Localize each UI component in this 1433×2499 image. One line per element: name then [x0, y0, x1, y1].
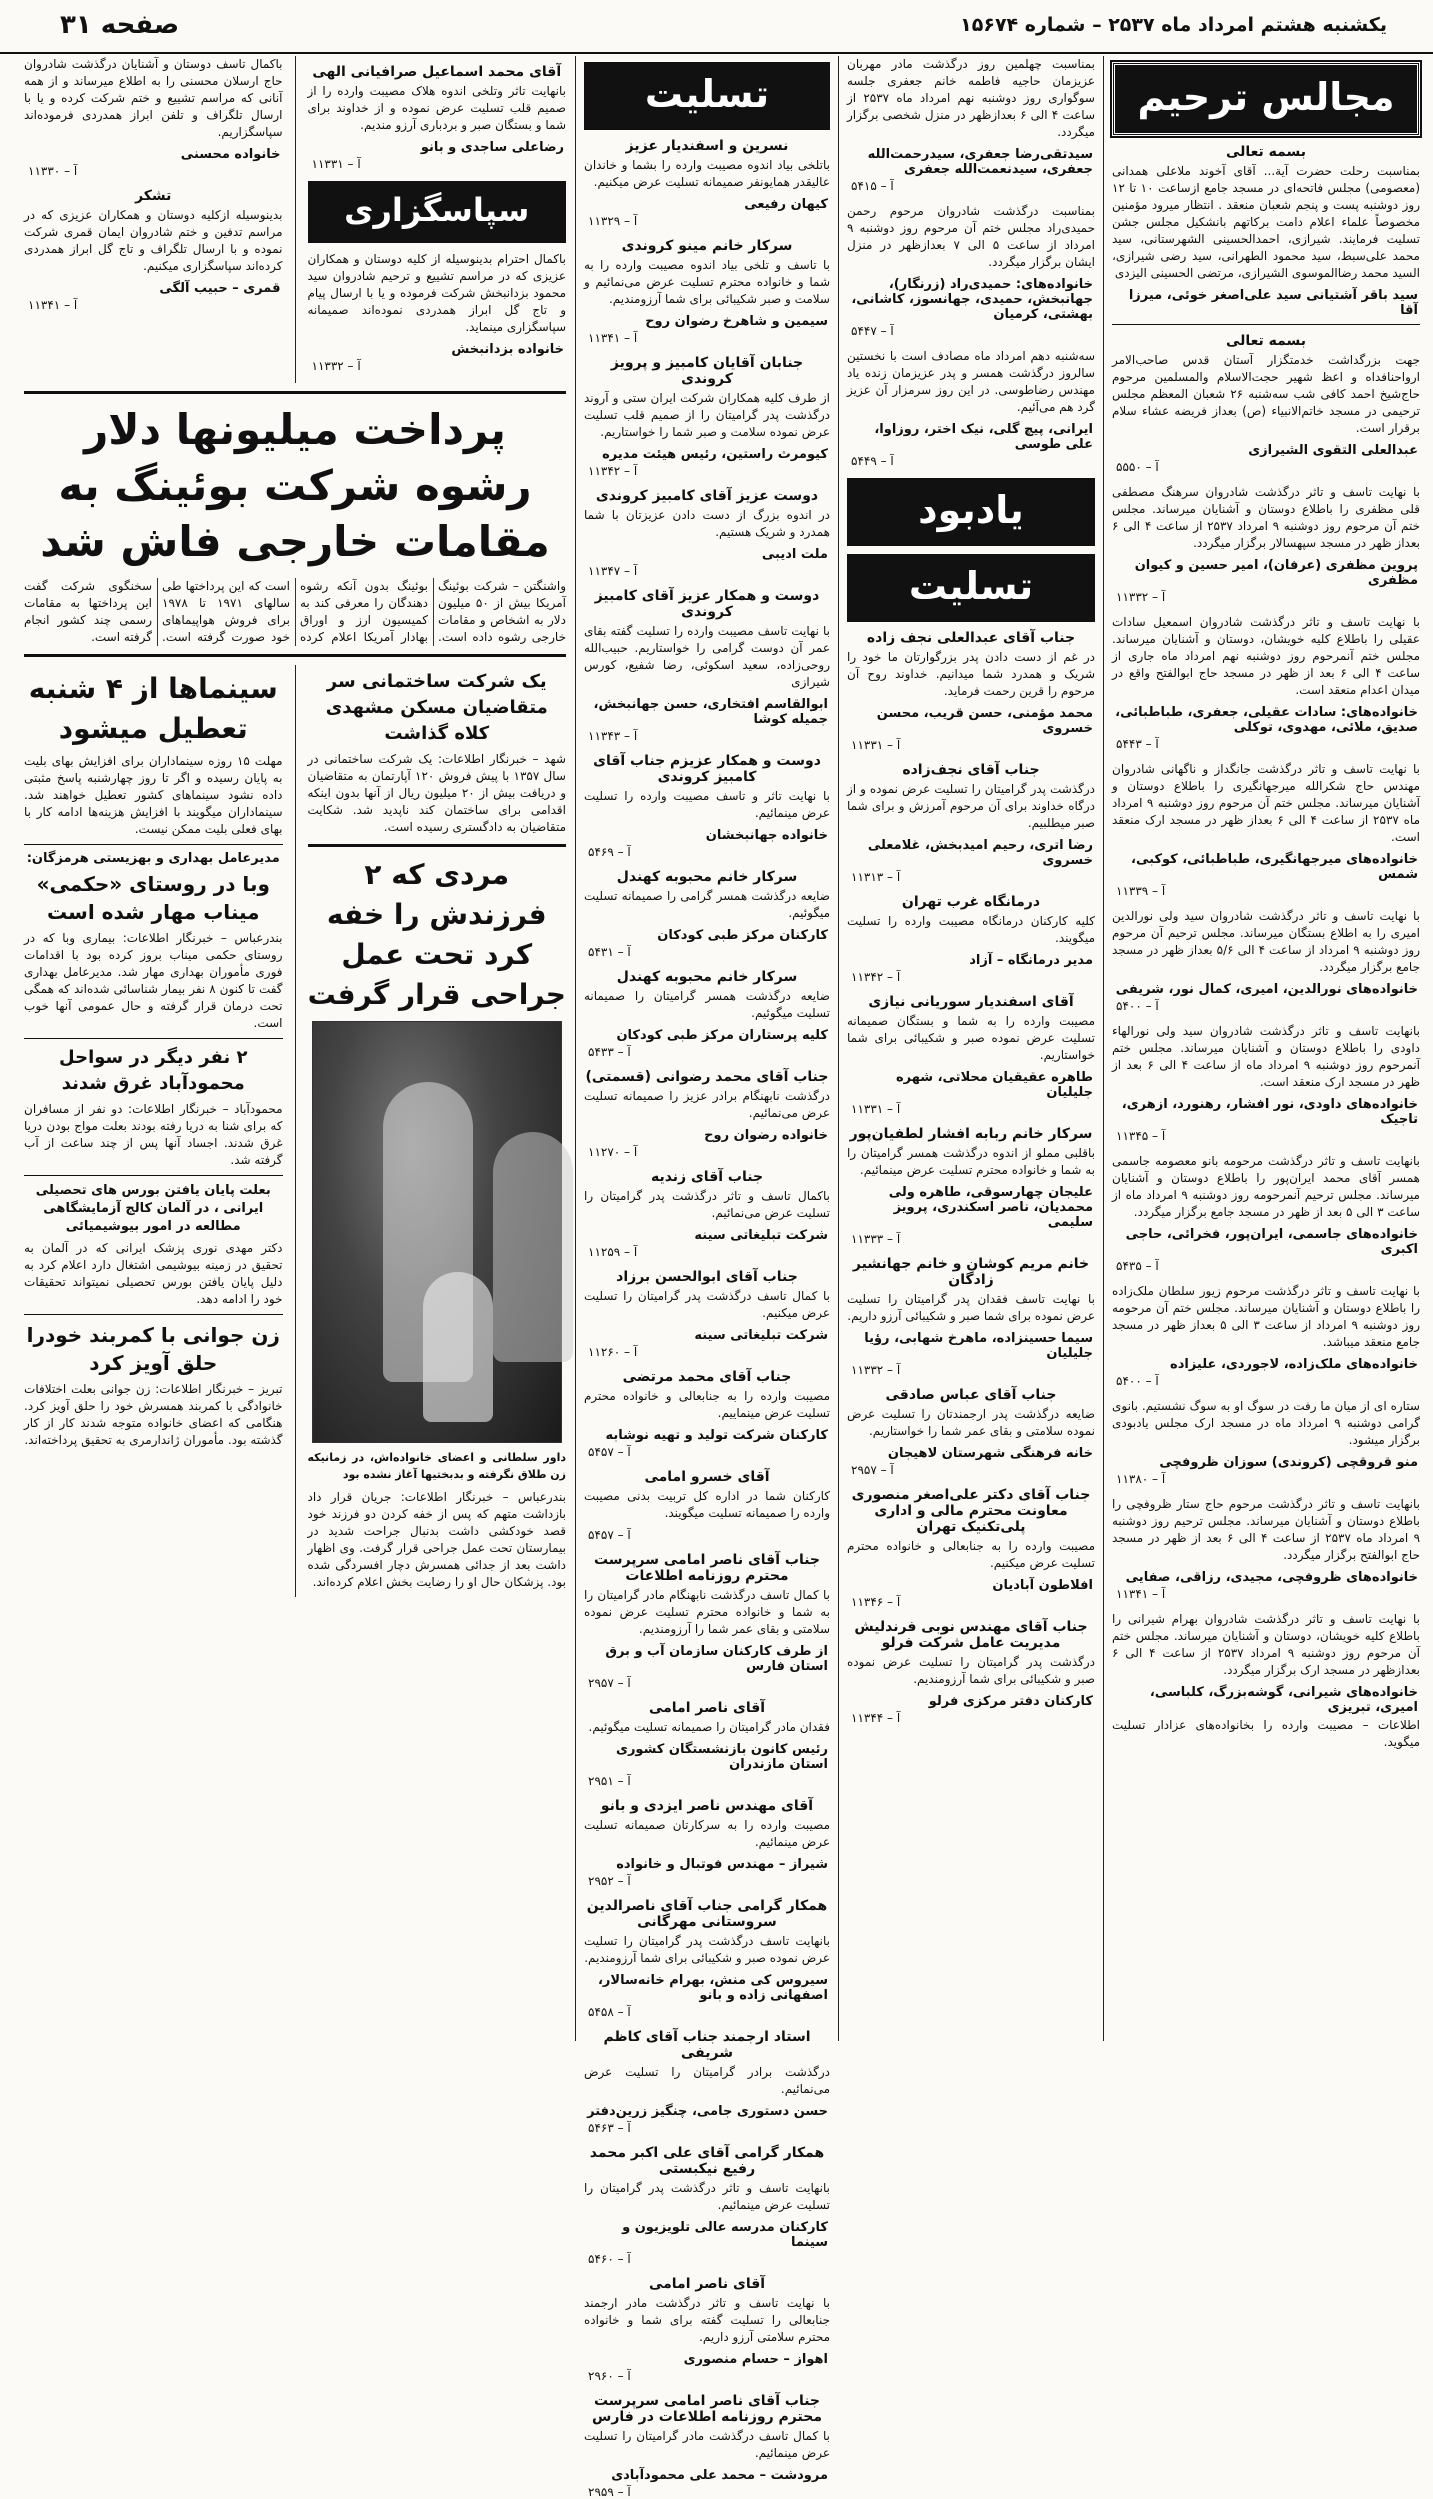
- notice-text: بمناسبت رحلت حضرت آیة... آقای آخوند ملاعلی همدانی (معصومی) مجلس فاتحه‌ای در مسجد جامع ازساعت ۱۰ تا ۱۲ روز دوشنبه پست و پنجم شعبان منعقد . انتظار میرود مؤمنین مخصوصاً علماء اعلام دامت برکاتهم بانشکیل مجلس جشن تسلیت فرمایند. شیرازی، احمدالحسینی الشهرستانی، سید محمد علی‌سبط، سید محمود الطهرانی، سید رضی شیرازی، السید محمد رضاالموسوی الشیرازی، مرتضی الحسینی الیزدی: [1112, 164, 1420, 280]
- big-headline: پرداخت میلیونها دلار رشوه شرکت بوئینگ به مقامات خارجی فاش شد: [40, 405, 550, 566]
- notice-text: با نهایت تاسف و تاثر درگذشت مادر ارجمند جنابعالی را تسلیت گفته برای شما و خانواده محترم سلامتی آرزو داریم.: [584, 2296, 830, 2344]
- notice-text: کلیه کارکنان درمانگاه مصیبت وارده را تسلیت میگویند.: [847, 914, 1095, 945]
- notice-title: درمانگاه غرب تهران: [901, 894, 1041, 910]
- notice-signature: کلیه پرستاران مرکز طبی کودکان: [616, 1028, 828, 1043]
- notice-signature: رئیس کانون بازنشستگان کشوری استان مازندران: [616, 1742, 828, 1772]
- notice-title: جناب آقای عبدالعلی نجف زاده: [866, 630, 1076, 646]
- ad-code: آ – ۲۹۵۷: [588, 1676, 631, 1690]
- article-headline: زن جوانی با کمربند خودرا حلق آویز کرد: [26, 1323, 280, 1375]
- article-kicker: مدیرعامل بهداری و بهزیستی هرمزگان:: [26, 851, 280, 866]
- notice-title: همکار گرامی جناب آقای ناصرالدین سروستانی مهرگانی: [586, 1898, 828, 1930]
- article-text: شهد – خبرنگار اطلاعات: یک شرکت ساختمانی در سال ۱۳۵۷ با پیش فروش ۱۲۰ آپارتمان به متقاضیان و دریافت بیش از ۲۰ میلیون ریال از آنها بدون اینکه اقدامی برای ساختمان کند ناپدید شد. شکایت متقاضیان به دادگستری رسیده است.: [307, 752, 566, 834]
- notice-signature: طاهره عقیقیان محلاتی، شهره جلیلیان: [895, 1070, 1093, 1100]
- notice-text: بانهایت تاسف و تاثر درگذشت شادروان سید ولی نورالهاء داودی را باطلاع دوستان و آشنایان میرساند. مجلس ختم آنمرحوم روز دوشنبه ۹ امرداد ماه از ساعت ۴ الی ۶ بعد از ظهر در مسجد ارک منعقد است.: [1112, 1024, 1420, 1089]
- notice-title: همکار گرامی آقای علی اکبر محمد رفیع نیکبستی: [589, 2145, 825, 2177]
- ad-code: آ – ۵۴۵۷: [588, 1528, 631, 1542]
- lower-news-left: [20, 665, 287, 1597]
- notice-text: با نهایت تاسف و تاثر درگذشت شادروان سرهنگ مصطفی قلی مظفری را باطلاع دوستان و آشنایان میرساند. مجلس ختم آن مرحوم روز دوشنبه ۹ امرداد ۲۵۳۷ از ساعت ۴ الی ۶ بعداز ظهر در مسجد سپهسالار برگزار میگردد.: [1112, 485, 1421, 550]
- notice-title: سرکار خانم محبوبه کهندل: [616, 869, 798, 885]
- notice-title: جنابان آقایان کامبیز و پرویز کروندی: [610, 355, 804, 387]
- notice-signature: قمری – حبیب آلگی: [159, 281, 281, 296]
- notice-text: باکمال تاسف و تاثر درگذشت پدر گرامیتان را تسلیت عرض می‌نمائیم.: [584, 1189, 830, 1220]
- article-headline: سینماها از ۴ شنبه تعطیل میشود: [28, 672, 278, 745]
- notice-signature: سید باقر آشتیانی سید علی‌اصغر خوئی، میرزا آقا: [1128, 288, 1418, 318]
- notice-signature: مرودشت – محمد علی محمودآبادی: [611, 2468, 828, 2483]
- column-divider: [295, 56, 296, 383]
- ad-code: آ – ۱۱۳۳۲: [851, 1363, 901, 1377]
- ad-code: آ – ۵۴۵۸: [588, 2005, 631, 2019]
- ad-code: آ – ۱۱۲۶۰: [588, 1345, 638, 1359]
- notice-signature: محمد مؤمنی، حسن قریب، محسن خسروی: [876, 706, 1093, 736]
- notice-text: با کمال تاسف درگذشت مادر گرامیتان را تسلیت عرض مینمائیم.: [584, 2429, 830, 2460]
- notice-signature: سیمین و شاهرخ رضوان روح: [645, 314, 828, 329]
- divider: [1112, 324, 1420, 325]
- notice-signature: مدیر درمانگاه – آزاد: [969, 953, 1093, 968]
- photo-figure: [493, 1132, 573, 1362]
- ad-code: آ – ۱۱۳۴۱: [588, 331, 638, 345]
- notice-text: با نهایت تاسف و تاثر درگذشت شادروان بهرام شیرانی را باطلاع کلیه خویشان، دوستان و آشنایان میرساند. مجلس ختم آن مرحوم روز دوشنبه ۹ امرداد ۲۵۳۷ از ساعت ۴ الی ۶ بعدازظهر در مسجد ارک برگزار میگردد.: [1112, 1612, 1420, 1677]
- notice-title: جناب آقای دکتر علی‌اصغر منصوری معاونت محترم مالی و اداری پلی‌تکنیک تهران: [851, 1487, 1091, 1535]
- notice-signature: ایرانی، پیچ گلی، نیک اختر، روزاوا، علی طوسی: [874, 422, 1093, 452]
- ad-code: آ – ۵۴۶۳: [588, 2121, 631, 2135]
- photo-figure: [423, 1272, 493, 1422]
- column-memorial-condolence: [843, 56, 1099, 2041]
- notice-signature: اهواز – حسام منصوری: [683, 2352, 828, 2367]
- article-headline: وبا در روستای «حکمی» میناب مهار شده است: [36, 872, 270, 924]
- banner-sepasgozari: سپاسگزاری: [308, 181, 567, 243]
- lower-news: [20, 665, 570, 1597]
- article-text: بندرعباس – خبرنگار اطلاعات: بیماری وبا که در روستای حکمی میناب بروز کرده بود با اقدامات فوری مأموران بهداری مهار شد. مدیرعامل بهداری گفت تا کنون ۸ نفر بیمار شناسائی شده‌اند که همگی تحت درمان قرار گرفته و حال عمومی آنها خوب است.: [24, 931, 283, 1030]
- ad-code: آ – ۵۴۶۹: [588, 845, 631, 859]
- article-text: بندرعباس – خبرنگار اطلاعات: جریان قرار داد بازداشت متهم که پس از خفه کردن دو فرزند خود قصد خودکشی داشت بدنبال جراحت شدید در بیمارستان تحت عمل جراحی قرار گرفت. وی اظهار داشت بعد از جدائی همسرش دچار افسردگی شده بود. پزشکان حال او را رضایت بخش اعلام کرده‌اند.: [307, 1490, 566, 1589]
- notice-text: بانهایت تاسف و تاثر درگذشت مرحومه بانو معصومه جاسمی همسر آقای محمد ایران‌پور را باطلاع دوستان و آشنایان میرساند. مجلس ترحیم آنمرحومه روز دوشنبه ۹ امرداد ماه از ساعت ۳ الی ۵ بعد از ظهر در مسجد جامع برگزار میگردد.: [1112, 1154, 1420, 1219]
- notice-title: خانم مریم کوشان و خانم جهانشیر زادگان: [852, 1256, 1090, 1288]
- notice-text: ضایعه درگذشت همسر گرامیتان را صمیمانه تسلیت میگوئیم.: [584, 989, 830, 1020]
- notice-text: با نهایت تاسف فقدان پدر گرامیتان را تسلیت عرض نموده برای شما صبر و شکیبائی آرزو داریم.: [847, 1292, 1095, 1323]
- notice-signature: رضاعلی ساجدی و بانو: [420, 140, 564, 155]
- divider: [24, 391, 566, 394]
- notice-signature: خانواده‌های ملک‌زاده، لاجوردی، علیزاده: [1170, 1357, 1418, 1372]
- ad-code: آ – ۱۱۳۴۴: [851, 1711, 901, 1725]
- notice-text: با نهایت تاسف و تاثر درگذشت شادروان سید ولی نورالدین امیری را به اطلاع بستگان میرساند. مجلس ترحیم آن مرحوم روز دوشنبه ۹ امرداد از ساعت ۴ الی ۵/۶ بعداز ظهر در مسجد جامع برگزار میگردد.: [1112, 909, 1420, 974]
- notice-title: جناب آقای ناصر امامی سرپرست محترم روزنامه اطلاعات در فارس: [592, 2393, 822, 2425]
- divider: [308, 844, 567, 847]
- notice-signature: خانواده‌های جاسمی، ایران‌پور، فخرائی، حاجی اکبری: [1125, 1227, 1418, 1257]
- notice-signature: خانواده‌های داودی، نور افشار، رهنورد، ازهری، تاجیک: [1121, 1097, 1418, 1127]
- notice-title: جناب آقای عباس صادقی: [885, 1387, 1057, 1403]
- notice-text: سه‌شنبه دهم امرداد ماه مصادف است با نخستین سالروز درگذشت همسر و پدر عزیزمان زنده یاد مهندس رضاطوسی. در این روز سرمزار آن عزیز گرد هم می‌آئیم.: [847, 349, 1095, 414]
- ad-code: آ – ۵۴۳۳: [588, 1045, 631, 1059]
- notice-text: مصیبت وارده را به سرکارتان صمیمانه تسلیت عرض مینمائیم.: [584, 1818, 830, 1849]
- notice-text: مصیبت وارده را به جنابعالی و خانواده محترم تسلیت عرض میکنیم.: [847, 1539, 1095, 1570]
- lower-news-right: [304, 665, 571, 1597]
- banner-yadbood: یادبود: [847, 478, 1095, 546]
- ad-code: آ – ۱۱۳۴۱: [1116, 1587, 1166, 1601]
- notice-title: سرکار خانم محبوبه کهندل: [616, 969, 798, 985]
- divider: [24, 1175, 283, 1176]
- notice-signature: پروین مظفری (عرفان)، امیر حسین و کیوان مظفری: [1134, 558, 1418, 588]
- notice-text: در اندوه بزرگ از دست دادن عزیزتان با شما همدرد و شریک هستیم.: [584, 508, 830, 539]
- notice-signature: خانواده‌های شیرانی، گوشه‌بزرگ، کلباسی، امیری، تبریزی: [1149, 1685, 1418, 1715]
- news-area: [20, 56, 570, 2041]
- notice-signature: افلاطون آبادیان: [992, 1578, 1093, 1593]
- notice-text: با تاسف و تلخی بیاد اندوه مصیبت وارده را به شما و خانواده محترم تسلیت عرض می‌نمائیم و سلامت و صبر شکیبائی برای شما آرزومندیم.: [584, 258, 830, 306]
- notice-title: جناب آقای مهندس نوبی فرندلیش مدیریت عامل شرکت فرلو: [854, 1619, 1088, 1651]
- notice-signature: خانه فرهنگی شهرستان لاهیجان: [887, 1446, 1093, 1461]
- notice-signature: علیجان چهارسوقی، طاهره ولی محمدیان، ناصر اسکندری، پرویز سلیمی: [888, 1185, 1093, 1230]
- article-text: محمودآباد – خبرنگار اطلاعات: دو نفر از مسافران که برای شنا به دریا رفته بودند بعلت مواج بودن دریا غرق شدند. اجساد آنها پس از چند ساعت از آب گرفته شد.: [24, 1102, 283, 1167]
- notice-text: با کمال تاسف درگذشت پدر گرامیتان را تسلیت عرض میکنیم.: [584, 1289, 830, 1320]
- notice-signature: خانواده‌های: حمیدی‌راد (زرنگار)، جهانبخش، حمیدی، جهانسوز، کاشانی، بهشتی، کرمیان: [851, 277, 1093, 322]
- column-divider: [575, 56, 576, 2041]
- notice-signature: کارکنان دفتر مرکزی فرلو: [928, 1694, 1093, 1709]
- column-divider: [838, 56, 839, 2041]
- ad-code: آ – ۱۱۳۴۱: [28, 298, 78, 312]
- notice-title: آقای خسرو امامی: [644, 1469, 770, 1485]
- news-photo: [312, 1021, 563, 1443]
- ad-code: آ – ۱۱۲۷۰: [588, 1145, 638, 1159]
- ad-code: آ – ۵۴۴۳: [1116, 737, 1159, 751]
- column-divider: [1103, 56, 1104, 2041]
- ad-code: آ – ۱۱۳۴۲: [851, 970, 901, 984]
- notice-signature: خانواده‌های نورالدین، امیری، کمال نور، شریفی: [1115, 982, 1418, 997]
- top-notices-right: [304, 56, 571, 383]
- notice-signature: کیومرث راستین، رئیس هیئت مدیره: [602, 447, 828, 462]
- notice-text: درگذشت پدر گرامیتان را تسلیت عرض نموده صبر و شکیبائی برای شما آرزومندیم.: [847, 1655, 1095, 1686]
- notice-text: درگذشت پدر گرامیتان را تسلیت عرض نموده و از درگاه خداوند برای آن مرحوم آمرزش و برای شما صبر میطلبیم.: [847, 782, 1095, 830]
- page-number: صفحه ۳۱: [60, 10, 180, 40]
- notice-text: باقلبی مملو از اندوه درگذشت همسر گرامیتان را به شما و خانواده محترم تسلیت عرض مینمائیم.: [847, 1146, 1095, 1177]
- notice-text: جهت بزرگداشت خدمتگزار آستان قدس صاحب‌الامر اروا‌حنافداه و اعظ شهیر حجت‌الاسلام والمسلمین مرحوم حاج‌شیخ احمد کافی شب سه‌شنبه ۲۶ شعبان المعظم مجلس ترحیمی در مسجد خاتم‌الانبیاء (ص) بعداز فریضه عشاء سلام برقرار است.: [1112, 353, 1420, 435]
- ad-code: آ – ۱۱۳۳۰: [28, 164, 78, 178]
- notice-title: جناب آقای ناصر امامی سرپرست محترم روزنامه اطلاعات: [593, 1552, 821, 1584]
- ad-code: آ – ۵۴۵۷: [588, 1445, 631, 1459]
- ad-code: آ – ۱۱۲۵۹: [588, 1245, 638, 1259]
- photo-caption: داور سلطانی و اعضای خانواده‌اش، در زمانیکه زن طلاق نگرفته و بدبختیها آغاز نشده بود: [307, 1451, 566, 1481]
- ad-code: آ – ۲۹۶۰: [588, 2369, 631, 2383]
- ad-code: آ – ۱۱۳۳۳: [851, 1232, 901, 1246]
- notice-text: بدینوسیله ازکلیه دوستان و همکاران عزیزی که در مراسم تدفین و ختم شادروان ایمان قمری شرکت نموده و با ارسال تلگراف و تاج گل ابراز همدردی کرده‌اند سپاسگزاری میکنیم.: [24, 208, 283, 273]
- notice-text: بانهایت تاثر وتلخی اندوه هلاک مصیبت وارده را از صمیم قلب تسلیت عرض نموده و از خداوند برای شما و بستگان صبر و بردباری آرزو مندیم.: [307, 84, 566, 132]
- notice-signature: سیدتقی‌رضا جعفری، سیدرحمت‌الله جعفری، سیدنعمت‌الله جعفری: [867, 147, 1093, 177]
- notice-signature: سیما حسینزاده، ماهرخ شهابی، رؤیا جلیلیان: [864, 1331, 1093, 1361]
- article-text: دکتر مهدی نوری پزشک ایرانی که در آلمان به تحقیق در زمینه بیوشیمی اشتغال دارد اعلام کرد به دلیل پایان یافتن بورس تحصیلی نمیتواند تحقیقات خود را ادامه دهد.: [24, 1241, 283, 1306]
- notice-title: جناب آقای محمد رضوانی (قسمتی): [585, 1069, 829, 1085]
- notice-text: فقدان مادر گرامیتان را صمیمانه تسلیت میگوئیم.: [588, 1720, 830, 1734]
- ad-code: آ – ۲۹۵۲: [588, 1874, 631, 1888]
- notice-title: جناب آقای زندیه: [650, 1169, 764, 1185]
- page-header: [0, 0, 1433, 54]
- divider: [24, 1038, 283, 1039]
- notice-text: با نهایت تاسف و تاثر درگذشت شادروان اسمعیل سادات عقیلی را باطلاع کلیه خویشان، دوستان و آشنایان میرساند. مجلس ختم آنمرحوم روز دوشنبه نهم امرداد ماه جاری از ساعت ۴ الی ۶ بعد از ظهر در مسجد حاج ابوالفتح واقع در میدان اعدام منعقد است.: [1112, 615, 1421, 697]
- ad-code: آ – ۱۱۳۱۳: [851, 870, 901, 884]
- ad-code: آ – ۵۴۱۵: [851, 179, 894, 193]
- notice-text: با کمال تاسف درگذشت نابهنگام مادر گرامیتان را به شما و خانواده محترم تسلیت عرض نموده سلامتی و بقای عمر شما را آرزومندیم.: [584, 1588, 830, 1636]
- notice-title: آقای مهندس ناصر ایزدی و بانو: [600, 1798, 814, 1814]
- ad-code: آ – ۱۱۳۳۱: [311, 157, 361, 171]
- ad-code: آ – ۵۴۶۰: [588, 2252, 631, 2266]
- notice-text: با نهایت تاسف و تاثر درگذشت جانگداز و ناگهانی شادروان مهندس حاج شکرالله میرجهانگیری را باطلاع دوستان و آشنایان میرساند. مجلس ختم آن مرحوم روز دوشنبه ۹ امرداد ماه ۲۵۳۷ از ساعت ۴ الی ۶ بعداز ظهر در مسجد ارک منعقد است.: [1112, 762, 1421, 844]
- ad-code: آ – ۱۱۳۴۳: [588, 729, 638, 743]
- banner-majales-tarhim: مجالس ترحیم: [1112, 62, 1420, 136]
- notice-text: بانهایت تاسف و تاثر درگذشت مرحوم حاج ستار ظروفچی را باطلاع دوستان و آشنایان میرساند. مجلس ترحیم روز دوشنبه ۹ امرداد ماه ۲۵۳۷ از ساعت ۴ الی ۶ بعد از ظهر در مسجد حاج ابوالفتح برگزار میگردد.: [1112, 1497, 1421, 1562]
- dateline: یکشنبه هشتم امرداد ماه ۲۵۳۷ – شماره ۱۵۶۷۴: [960, 14, 1387, 36]
- ad-code: آ – ۲۹۵۷: [851, 1463, 894, 1477]
- ad-code: آ – ۱۱۳۳۲: [311, 359, 361, 373]
- notice-signature: خانواده‌های ظروفچی، مجیدی، رزاقی، صفایی: [1125, 1570, 1418, 1585]
- notice-signature: کارکنان مدرسه عالی تلویزیون و سینما: [622, 2220, 828, 2250]
- ad-code: آ – ۱۱۳۸۰: [1116, 1472, 1166, 1486]
- notice-closing: اطلاعات – مصیبت وارده را بخانواده‌های عزادار تسلیت میگوید.: [1112, 1718, 1420, 1749]
- notice-signature: سیروس کی منش، بهرام خانه‌سالار، اصفهانی زاده و بانو: [597, 1973, 828, 2003]
- notice-text: از طرف کلیه همکاران شرکت ایران ستی و آروند درگذشت پدر گرامیتان را از صمیم قلب تسلیت عرض نموده سلامت و صبر شما را خواستاریم.: [584, 391, 830, 439]
- ad-code: آ – ۱۱۳۴۷: [588, 564, 638, 578]
- notice-title: بسمه تعالی: [1225, 333, 1307, 349]
- article-headline: ۲ نفر دیگر در سواحل محمودآباد غرق شدند: [59, 1047, 248, 1094]
- notice-title: استاد ارجمند جناب آقای کاظم شریفی: [603, 2029, 811, 2061]
- notice-signature: خانواده‌های: سادات عقیلی، جعفری، طباطبائی، صدیق، ملائی، مهدوی، توکلی: [1115, 705, 1418, 735]
- notice-title: دوست و همکار عزیز آقای کامبیز کروندی: [594, 588, 820, 620]
- notice-signature: شرکت تبلیغاتی سینه: [694, 1228, 828, 1243]
- notice-text: ضایعه درگذشت همسر گرامی را صمیمانه تسلیت میگوئیم.: [584, 889, 830, 920]
- banner-taslit: تسلیت: [584, 62, 830, 130]
- notice-title: جناب آقای نجف‌زاده: [902, 762, 1040, 778]
- banner-taslit: تسلیت: [847, 554, 1095, 622]
- notice-signature: ملت ادیبی: [761, 547, 828, 562]
- notice-text: مصیبت وارده را به جنابعالی و خانواده محترم تسلیت عرض مینماییم.: [584, 1389, 830, 1420]
- ad-code: آ – ۵۴۴۷: [851, 324, 894, 338]
- notice-text: با نهایت تاسف مصیبت وارده را تسلیت گفته بقای عمر آن دوست گرامی را خواستاریم. حبیب‌الله روحی‌زاده، سعید اسکوئی، رضا شفیع، کورس شیرازی: [584, 624, 830, 689]
- ad-code: آ – ۵۴۳۵: [1116, 1259, 1159, 1273]
- notice-text: ضایعه درگذشت پدر ارجمندتان را تسلیت عرض نموده سلامتی و بقای عمر شما را خواستاریم.: [847, 1407, 1095, 1438]
- notice-signature: خانواده رضوان روح: [704, 1128, 828, 1143]
- ad-code: آ – ۲۹۵۹: [588, 2485, 631, 2499]
- ad-code: آ – ۱۱۳۳۹: [1116, 884, 1166, 898]
- notice-signature: حسن دستوری جامی، چنگیز زرین‌دفتر: [587, 2104, 828, 2119]
- notice-title: دوست و همکار عزیزم جناب آقای کامبیز کروندی: [593, 753, 821, 785]
- notice-title: جناب آقای ابوالحسن برزاد: [616, 1269, 798, 1285]
- notice-signature: کارکنان مرکز طبی کودکان: [657, 928, 828, 943]
- notice-title: نسرین و اسفندیار عزیز: [625, 138, 789, 154]
- divider: [24, 1314, 283, 1315]
- article-headline: مردی که ۲ فرزندش را خفه کرد تحت عمل جراحی قرار گرفت: [307, 858, 566, 1011]
- notice-title: دوست عزیز آقای کامبیز کروندی: [595, 488, 819, 504]
- notice-title: بسمه تعالی: [1225, 144, 1307, 160]
- notice-signature: شرکت تبلیغاتی سینه: [694, 1328, 828, 1343]
- ad-code: آ – ۱۱۳۴۶: [851, 1595, 901, 1609]
- notice-signature: کارکنان شرکت تولید و تهیه نوشابه: [605, 1428, 828, 1443]
- article-text: تبریز – خبرنگار اطلاعات: زن جوانی بعلت اختلافات خانوادگی با کمربند همسرش خود را حلق آویز کرد. هنگامی که اعضای خانواده متوجه شدند کار از کار گذشته بود. مأموران ژاندارمری به تحقیق پرداخته‌اند.: [24, 1382, 283, 1447]
- notice-signature: رضا اتری، رحیم امیدبخش، غلامعلی خسروی: [867, 838, 1093, 868]
- ad-code: آ – ۵۵۵۰: [1116, 460, 1159, 474]
- ad-code: آ – ۵۴۰۰: [1116, 1374, 1159, 1388]
- column-condolences: [580, 56, 834, 2499]
- notice-title: آقای محمد اسماعیل صرافیانی الهی: [312, 64, 562, 80]
- ad-code: آ – ۱۱۳۳۱: [851, 1102, 901, 1116]
- notice-title: آقای اسفندیار سوریانی نیازی: [868, 994, 1074, 1010]
- notice-text: مصیبت وارده را به شما و بستگان صمیمانه تسلیت عرض نموده صبر و شکیبائی برای شما خواستاریم.: [847, 1014, 1095, 1062]
- article-text: واشنگتن – شرکت بوئینگ آمریکا بیش از ۵۰ میلیون دلار به اشخاص و مقامات خارجی رشوه داده است. بوئینگ بدون آنکه رشوه دهندگان را معرفی کند به کمیسیون ارز و اوراق بهادار آمریکا اعلام کرده است که این پرداختها طی سالهای ۱۹۷۱ تا ۱۹۷۸ برای فروش هواپیماهای خود صورت گرفته است. سخنگوی شرکت گفت این پرداختها به مقامات رسمی چند کشور انجام گرفته است.: [24, 579, 566, 644]
- article-headline: یک شرکت ساختمانی سر متقاضیان مسکن مشهدی کلاه گذاشت: [325, 671, 548, 744]
- notice-title: سرکار خانم ربابه افشار لطفیان‌پور: [849, 1126, 1093, 1142]
- notice-text: درگذشت برادر گرامیتان را تسلیت عرض می‌نمائیم.: [584, 2065, 830, 2096]
- top-notices: [20, 56, 570, 383]
- notice-text: باکمال تاسف دوستان و آشنایان درگذشت شادروان حاج ارسلان محسنی را به اطلاع میرساند و از همه آنانی که مراسم تشییع و ختم شرکت کرده و یا با ارسال تلگراف و تلفن ابراز همدردی فرموده‌اند سپاسگزاریم.: [24, 57, 283, 139]
- notice-signature: از طرف کارکنان سازمان آب و برق استان فارس: [605, 1644, 828, 1674]
- notice-signature: خانواده محسنی: [180, 147, 281, 162]
- ad-code: آ – ۱۱۳۲۹: [588, 214, 638, 228]
- notice-text: بمناسبت درگذشت شادروان مرحوم رحمن حمیدی‌راد مجلس ختم آن مرحوم روز دوشنبه ۹ امرداد از ساعت ۵ الی ۷ بعدازظهر در منزل ایشان برگزار میگردد.: [847, 204, 1095, 269]
- notice-text: با نهایت تاسف و تاثر درگذشت مرحوم زیور سلطان ملک‌زاده را باطلاع دوستان و آشنایان میرساند. مجلس ختم آن مرحومه روز دوشنبه ۹ امرداد از ساعت ۳ الی ۵ بعداز ظهر در مسجد جامع منعقد میباشد.: [1112, 1284, 1421, 1349]
- ad-code: آ – ۱۱۳۴۵: [1116, 1129, 1166, 1143]
- notice-signature: خانواده بزدانبخش: [451, 342, 564, 357]
- ad-code: آ – ۱۱۳۴۲: [588, 464, 638, 478]
- notice-text: بانهایت تاسف درگذشت پدر گرامیتان را تسلیت عرض نموده صبر و شکیبائی برای شما آرزومندیم.: [584, 1934, 830, 1965]
- column-death-notices: [1108, 56, 1424, 2041]
- notice-signature: عبدالعلی التقوی الشیرازی: [1248, 443, 1418, 458]
- divider: [24, 844, 283, 845]
- top-notices-left: [20, 56, 287, 383]
- notice-text: باکمال احترام بدینوسیله از کلیه دوستان و همکاران عزیزی که در مراسم تشییع و ترحیم شادروان سید محمود بزدانبخش شرکت فرموده و یا با ارسال پیام و تاج گل ابراز همدردی نموده‌اند صمیمانه سپاسگزاری مینماید.: [307, 252, 566, 334]
- article-headline: بعلت پایان یافتن بورس های تحصیلی ایرانی ، در آلمان کالج آزمایشگاهی مطالعه در امور بیوشیمیائی: [35, 1183, 271, 1234]
- ad-code: آ – ۵۴۳۱: [588, 945, 631, 959]
- notice-title: سرکار خانم مینو کروندی: [621, 238, 793, 254]
- notice-signature: خانواده‌های میرجهانگیری، طباطبائی، کوکبی، شمس: [1131, 852, 1418, 882]
- notice-text: با نهایت تاثر و تاسف مصیبت وارده را تسلیت عرض مینمائیم.: [584, 789, 830, 820]
- notice-signature: خانواده جهانبخشان: [705, 828, 828, 843]
- notice-signature: ابوالقاسم افتخاری، حسن جهانبخش، جمیله کوشا: [593, 697, 828, 727]
- divider: [24, 654, 566, 657]
- notice-text: در غم از دست دادن پدر بزرگوارتان ما خود را شریک و همدرد شما میدانیم. خداوند روح آن مرحوم را قرین رحمت فرماید.: [847, 650, 1095, 698]
- notice-text: باتلخی بیاد اندوه مصیبت وارده را بشما و خاندان عالیقدر همایونفر صمیمانه تسلیت عرض میکنیم.: [584, 158, 830, 189]
- notice-title: آقای ناصر امامی: [648, 2276, 766, 2292]
- notice-signature: منو قروقچی (کروندی) سوزان ظروفچی: [1159, 1455, 1418, 1470]
- notice-title: تشکر: [135, 188, 172, 204]
- notice-signature: شیراز – مهندس فوتبال و خانواده: [616, 1857, 828, 1872]
- notice-text: بمناسبت چهلمین روز درگذشت مادر مهربان عزیزمان حاجیه فاطمه خانم جعفری جلسه سوگواری روز دوشنبه نهم امرداد ماه ۲۵۳۷ از ساعت ۴ الی ۶ بعدازظهر در منزل شخصی برگزار میگردد.: [847, 57, 1095, 139]
- article-text: مهلت ۱۵ روزه سینماداران برای افزایش بهای بلیت به پایان رسیده و اگر تا روز چهارشنبه پاسخ مثبتی داده نشود سینماهای کشور تعطیل خواهند شد. سینماداران میگویند با افزایش هزینه‌ها ادامه کار با بهای فعلی بلیت ممکن نیست.: [24, 754, 283, 836]
- ad-code: آ – ۱۱۳۳۱: [851, 738, 901, 752]
- ad-code: آ – ۱۱۳۳۲: [1116, 590, 1166, 604]
- notice-title: آقای ناصر امامی: [648, 1700, 766, 1716]
- ad-code: آ – ۵۴۰۰: [1116, 999, 1159, 1013]
- notice-text: درگذشت نابهنگام برادر عزیز را صمیمانه تسلیت عرض می‌نمائیم.: [584, 1089, 830, 1120]
- notice-text: بانهایت تاسف و تاثر درگذشت پدر گرامیتان را تسلیت عرض مینمائیم.: [584, 2181, 830, 2212]
- notice-title: جناب آقای محمد مرتضی: [622, 1369, 792, 1385]
- ad-code: آ – ۵۴۴۹: [851, 454, 894, 468]
- notice-text: کارکنان شما در اداره کل تربیت بدنی مصیبت وارده را صمیمانه تسلیت میگویند.: [584, 1489, 830, 1520]
- column-divider: [295, 665, 296, 1597]
- notice-text: ستاره ای از میان ما رفت در سوگ او به سوگ نشستیم. بانوی گرامی دوشنبه ۹ امرداد ماه در مسجد ارک مجلس یادبودی برگزار میشود.: [1112, 1399, 1420, 1447]
- notice-signature: کیهان رفیعی: [744, 197, 828, 212]
- ad-code: آ – ۲۹۵۱: [588, 1774, 631, 1788]
